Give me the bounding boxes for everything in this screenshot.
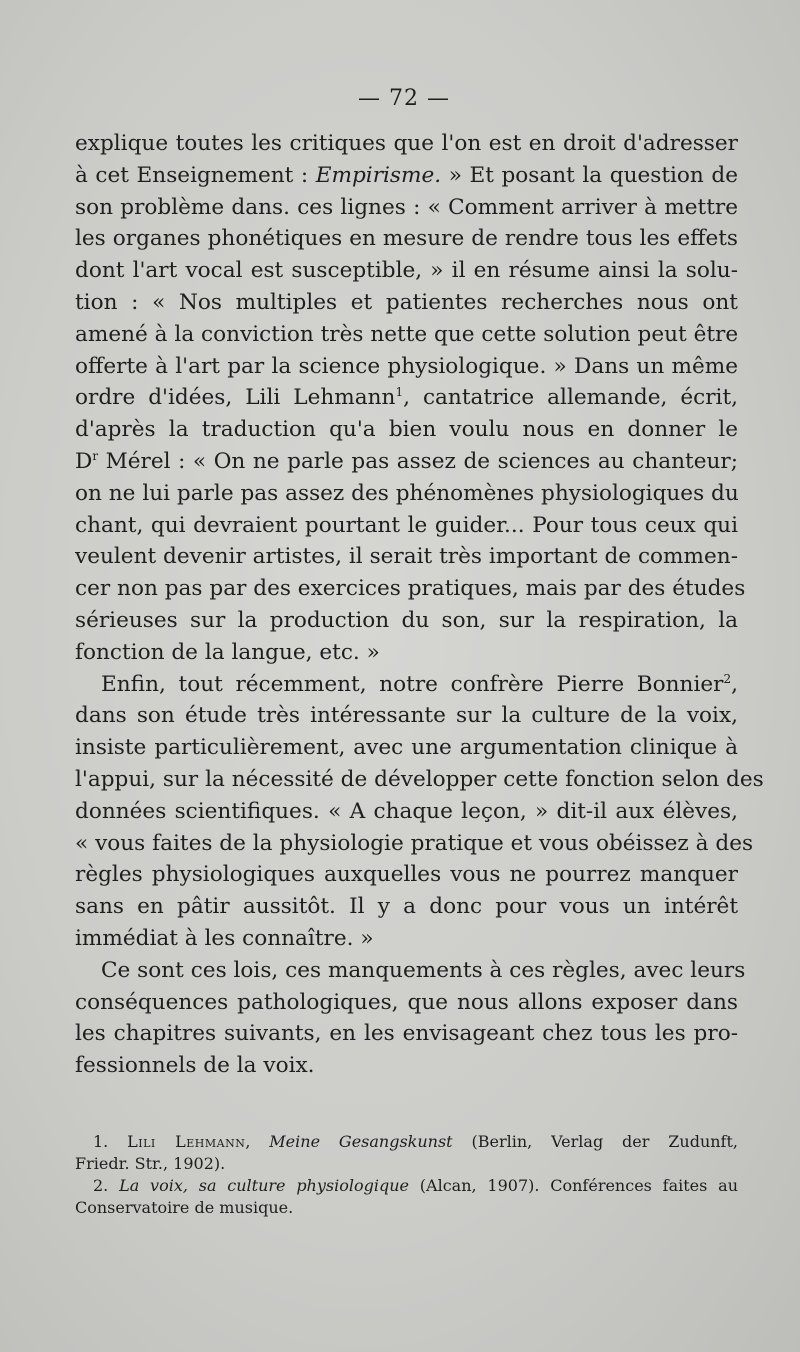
text-segment: (Berlin, Verlag der Zudunft, [452,1132,738,1151]
text-line: son problème dans. ces lignes : « Comment arriver à mettre [75,194,738,220]
text-segment: ordre d'idées, Lili Lehmann [75,385,396,411]
text-line: conséquences pathologiques, que nous allons exposer dans [75,989,738,1015]
text-line: règles physiologiques auxquelles vous ne pourrez manquer [75,862,738,888]
text-segment: » Et posant la question de [441,162,738,188]
footnote-ref-1: 1 [395,385,404,400]
text-line [75,160,738,192]
text-line: veulent devenir artistes, il serait très important de commen- [75,544,738,570]
text-line: on ne lui parle pas assez des phénomènes physiologiques du [75,480,739,506]
footnote-1-continuation: Friedr. Str., 1902). [75,1154,226,1173]
text-line: immédiat à les connaître. » [75,925,374,951]
text-line [75,446,738,478]
text-line: cer non pas par des exercices pratiques, mais par des études [75,576,746,602]
text-line: offerte à l'art par la science physiologique. » Dans un même [75,353,738,379]
text-segment: , [245,1132,270,1151]
text-segment: D [75,448,93,474]
text-line: les chapitres suivants, en les envisageant chez tous les pro- [75,1021,738,1047]
text-line: les organes phonétiques en mesure de rendre tous les effets [75,226,738,252]
text-line: dont l'art vocal est susceptible, » il en résume ainsi la solu- [75,258,738,284]
page-number: — 72 — [358,86,450,111]
text-segment: Mérel : « On ne parle pas assez de sciences au chanteur; [98,448,738,474]
text-line: insiste particulièrement, avec une argumentation clinique à [75,735,738,761]
text-line: amené à la conviction très nette que cette solution peut être [75,321,739,347]
emphasis: Empirisme. [315,162,442,188]
footnote-2-continuation: Conservatoire de musique. [75,1198,294,1217]
text-line [75,382,738,414]
text-line: fessionnels de la voix. [75,1053,315,1079]
body-text [75,128,764,1082]
text-line [75,669,738,701]
footnote-1 [75,1131,738,1153]
text-line: d'après la traduction qu'a bien voulu nous en donner le [75,417,738,443]
text-line: chant, qui devraient pourtant le guider... Pour tous ceux qui [75,512,738,538]
text-line: explique toutes les critiques que l'on est en droit d'adresser [75,131,738,156]
footnotes [75,1131,738,1219]
text-segment: Enfin, tout récemment, notre confrère Pierre Bonnier [101,671,724,697]
text-line: sans en pâtir aussitôt. Il y a donc pour vous un intérêt [75,894,738,920]
author-name: Lili Lehmann [127,1132,246,1151]
text-line: tion : « Nos multiples et patientes recherches nous ont [75,289,738,315]
footnote-number: 2. [93,1176,120,1195]
superscript: r [92,448,99,463]
book-title: Meine Gesangskunst [269,1132,453,1151]
footnote-number: 1. [93,1132,128,1151]
footnote-ref-2: 2 [723,671,732,686]
text-line: sérieuses sur la production du son, sur la respiration, la [75,607,738,633]
text-line: l'appui, sur la nécessité de développer cette fonction selon des [75,766,764,792]
text-segment: (Alcan, 1907). Conférences faites au [409,1176,739,1195]
text-line: fonction de la langue, etc. » [75,639,380,665]
book-title: La voix, sa culture physiologique [119,1176,409,1195]
text-line: Ce sont ces lois, ces manquements à ces règles, avec leurs [101,957,746,983]
text-line: données scientifiques. « A chaque leçon, » dit-il aux élèves, [75,798,738,824]
text-segment: , cantatrice allemande, écrit, [403,385,738,411]
text-line: « vous faites de la physiologie pratique et vous obéissez à des [75,830,754,856]
text-segment: à cet Enseignement : [75,162,316,188]
footnote-2 [75,1175,738,1197]
text-segment: , [731,671,738,697]
text-line: dans son étude très intéressante sur la culture de la voix, [75,703,738,729]
